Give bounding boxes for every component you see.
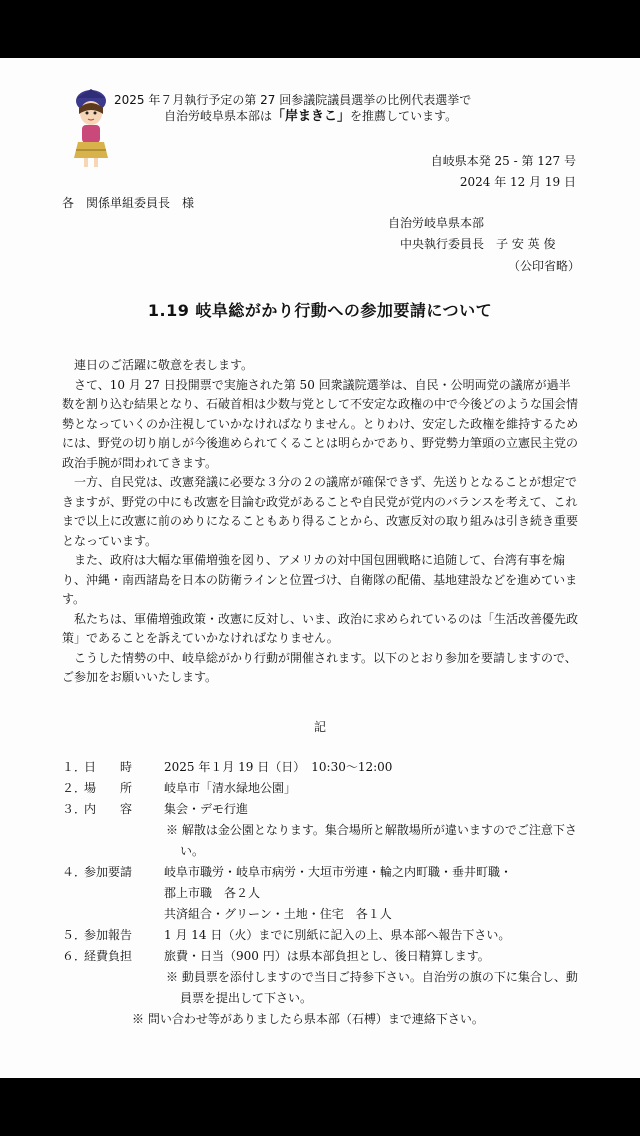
list-item <box>62 946 582 967</box>
body-paragraph: また、政府は大幅な軍備増強を図り、アメリカの対中国包囲戦略に追随して、台湾有事を煽り、沖縄・南西諸島を日本の防衛ラインと位置づけ、自衛隊の配備、基地建設などを進めています。 <box>62 553 578 606</box>
list-item <box>62 862 582 883</box>
document-body <box>62 356 582 688</box>
item-note: ※ 動員票を添付しますので当日ご持参下さい。自治労の旗の下に集合し、動員票を提出して下さい。 <box>166 970 578 1005</box>
item-value: 集会・デモ行進 <box>164 802 249 816</box>
document-number: 自岐県本発 25 - 第 127 号 <box>430 154 576 168</box>
body-paragraph: 一方、自民党は、改憲発議に必要な３分の２の議席が確保できず、先送りとなることが想定できますが、野党の中にも改憲を目論む政党があることや自民党が党内のバランスを考えて、これまで以上に改憲に前のめりになることもあり得ることから、改憲反対の取り組みは引き続き重要となっています。 <box>62 475 579 548</box>
item-number: ６． <box>62 949 87 963</box>
campaign-banner <box>114 92 554 125</box>
item-label: 参加要請 <box>84 865 133 879</box>
mascot-illustration <box>68 88 114 170</box>
item-number: １． <box>62 760 87 774</box>
item-value: 2025 年１月 19 日（日） 10:30～12:00 <box>164 760 393 774</box>
list-item <box>62 757 582 778</box>
item-number: ４． <box>62 865 87 879</box>
contact-note: ※ 問い合わせ等がありましたら県本部（石榑）まで連絡下さい。 <box>132 1012 484 1026</box>
body-paragraph: 連日のご活躍に敬意を表します。 <box>62 358 254 372</box>
details-list <box>62 757 582 1030</box>
banner-suffix: を推薦しています。 <box>350 109 458 123</box>
banner-line-1: 2025 年７月執行予定の第 27 回参議院議員選挙の比例代表選挙で <box>114 93 472 107</box>
item-value: 1 月 14 日（火）までに別紙に記入の上、県本部へ報告下さい。 <box>164 928 511 942</box>
item-label: 内 容 <box>84 802 133 816</box>
list-item <box>62 925 582 946</box>
banner-prefix: 自治労岐阜県本部は <box>164 109 273 123</box>
seal-omitted: （公印省略） <box>508 259 581 273</box>
item-number: ２． <box>62 781 87 795</box>
body-paragraph: 私たちは、軍備増強政策・改憲に反対し、いま、政治に求められているのは「生活改善優先政策」であることを訴えていかなければなりません。 <box>62 611 579 645</box>
item-label: 参加報告 <box>84 928 133 942</box>
item-note: ※ 解散は金公園となります。集合場所と解散場所が違いますのでご注意下さい。 <box>166 823 577 858</box>
ki-heading: 記 <box>313 720 326 734</box>
candidate-name: 「岸まきこ」 <box>272 109 351 124</box>
sender-name: 中央執行委員長 子 安 英 俊 <box>400 237 556 251</box>
item-value: 旅費・日当（900 円）は県本部負担とし、後日精算します。 <box>164 949 490 963</box>
body-paragraph: こうした情勢の中、岐阜総がかり行動が開催されます。以下のとおり参加を要請しますので、ご参加をお願いいたします。 <box>62 650 577 684</box>
list-item <box>62 799 582 820</box>
document-title: 1.19 岐阜総がかり行動への参加要請について <box>147 301 493 320</box>
item-label: 場 所 <box>84 781 133 795</box>
list-item <box>62 778 582 799</box>
banner-line-2 <box>114 108 554 125</box>
item-label: 日 時 <box>84 760 133 774</box>
item-number: ３． <box>62 802 87 816</box>
item-label: 経費負担 <box>84 949 133 963</box>
item-number: ５． <box>62 928 87 942</box>
document-date: 2024 年 12 月 19 日 <box>459 175 576 189</box>
sender-org: 自治労岐阜県本部 <box>388 216 485 230</box>
item-continuation: 共済組合・グリーン・土地・住宅 各１人 <box>164 907 392 921</box>
item-value: 岐阜市職労・岐阜市病労・大垣市労連・輪之内町職・垂井町職・ <box>164 865 513 879</box>
item-value: 岐阜市「清水緑地公園」 <box>164 781 297 795</box>
body-paragraph: さて、10 月 27 日投開票で実施された第 50 回衆議院選挙は、自民・公明両党の議席が過半数を割り込む結果となり、石破首相は少数与党として不安定な政権の中で今後どのような国会情勢となっていくのか注視していかなければなりません。とりわけ、安定した政権を維持するためには、野党の切り崩しが今後進められてくることは明らかであり、野党勢力筆頭の立憲民主党の政治手腕が問われてきます。 <box>62 377 579 470</box>
item-continuation: 郡上市職 各２人 <box>164 886 261 900</box>
recipient: 各 関係単組委員長 様 <box>62 196 195 210</box>
